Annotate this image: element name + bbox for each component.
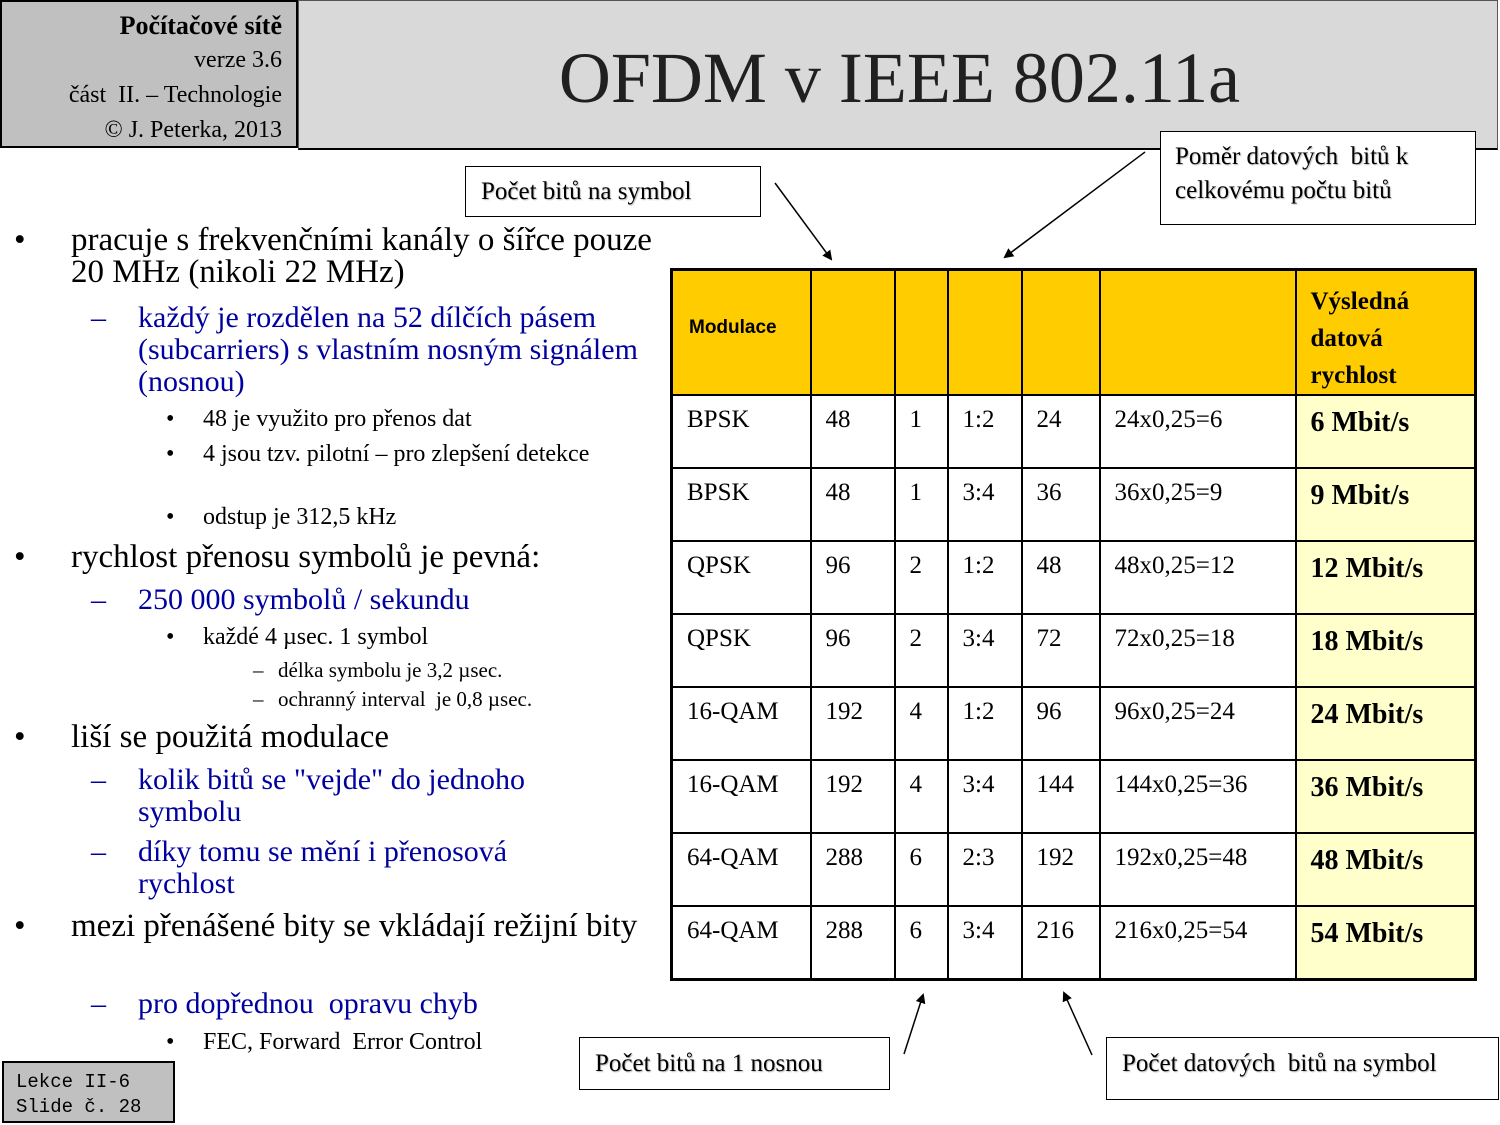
table-cell — [1022, 906, 1100, 980]
course-version: verze 3.6 — [194, 47, 282, 73]
table-cell — [811, 395, 895, 468]
cell-text: 9 Mbit/s — [1310, 480, 1410, 511]
bullet-modulation: liší se použitá modulace — [71, 719, 389, 755]
table-cell — [948, 833, 1022, 906]
course-part: část II. – Technologie — [68, 82, 282, 108]
cell-text: 216x0,25=54 — [1114, 917, 1248, 944]
dash-marker: – — [91, 835, 106, 868]
cell-text: 4 — [909, 698, 922, 725]
bullet-overhead-bits: mezi přenášené bity se vkládají režijní bity — [71, 908, 638, 944]
table-cell — [895, 906, 948, 980]
slide-title: OFDM v IEEE 802.11a — [558, 38, 1241, 118]
table-cell — [895, 760, 948, 833]
cell-text: 48 — [825, 479, 851, 506]
table-cell — [811, 833, 895, 906]
callout-bits-per-carrier: Počet bitů na 1 nosnou — [579, 1037, 890, 1090]
table-cell — [1100, 468, 1296, 541]
bullet-pilot-carriers: 4 jsou tzv. pilotní – pro zlepšení detekce — [203, 441, 590, 467]
table-row — [672, 614, 1476, 687]
table-row — [672, 395, 1476, 468]
bullet-subcarriers: každý je rozdělen na 52 dílčích pásem (subcarriers) s vlastním nosným signálem (nosnou) — [138, 301, 638, 398]
cell-text: 16-QAM — [687, 771, 779, 798]
table-cell — [1022, 833, 1100, 906]
table-cell — [948, 468, 1022, 541]
bullet-marker: • — [166, 504, 175, 530]
table-cell — [1296, 395, 1476, 468]
dash-marker: – — [253, 687, 264, 711]
callout-data-bits-per-symbol: Počet datových bitů na symbol — [1106, 1037, 1499, 1100]
cell-text: 64-QAM — [687, 917, 779, 944]
slide-number: Slide č. 28 — [16, 1096, 142, 1118]
cell-text: 48 Mbit/s — [1310, 845, 1424, 876]
table-row — [672, 906, 1476, 980]
table-header-row — [672, 270, 1476, 396]
table-cell — [948, 687, 1022, 760]
table-cell — [672, 395, 811, 468]
dash-marker: – — [91, 301, 106, 334]
table-cell — [811, 906, 895, 980]
cell-text: 24 — [1036, 406, 1062, 433]
bullet-transfer-rate: díky tomu se mění i přenosová rychlost — [138, 835, 508, 900]
cell-text: 1 — [909, 406, 922, 433]
cell-text — [1023, 271, 1099, 281]
callout-data-ratio-line1: Poměr datových bitů k — [1175, 143, 1409, 170]
cell-text: 12 Mbit/s — [1310, 553, 1424, 584]
bullet-marker: • — [166, 441, 175, 467]
cell-text: 16-QAM — [687, 698, 779, 725]
arrow-bits-per-symbol — [775, 183, 831, 259]
table-cell — [948, 760, 1022, 833]
table-row — [672, 687, 1476, 760]
bullet-marker: • — [14, 908, 26, 944]
table-cell — [948, 614, 1022, 687]
table-cell — [1022, 395, 1100, 468]
cell-text: 36 Mbit/s — [1310, 772, 1424, 803]
cell-text: 192 — [825, 771, 863, 798]
table-cell — [672, 468, 811, 541]
table-cell — [1100, 614, 1296, 687]
cell-text: 96x0,25=24 — [1114, 698, 1235, 725]
cell-text: 1:2 — [962, 552, 995, 579]
table-cell — [672, 833, 811, 906]
table-row — [672, 468, 1476, 541]
cell-text: BPSK — [687, 406, 750, 433]
cell-text — [1101, 271, 1295, 281]
table-header-cell — [1296, 270, 1476, 396]
table-cell — [811, 687, 895, 760]
cell-text: 192 — [825, 698, 863, 725]
cell-text: QPSK — [687, 552, 751, 579]
cell-text: 3:4 — [962, 479, 995, 506]
table-cell — [811, 468, 895, 541]
table-cell — [811, 760, 895, 833]
bullet-marker: • — [14, 539, 26, 575]
table-cell — [1296, 906, 1476, 980]
bullet-symbol-rate: rychlost přenosu symbolů je pevná: — [71, 539, 541, 575]
cell-text: 96 — [825, 625, 851, 652]
cell-text: 36x0,25=9 — [1114, 479, 1223, 506]
cell-text: 54 Mbit/s — [1310, 918, 1424, 949]
cell-text: 6 — [909, 917, 922, 944]
cell-text: 3:4 — [962, 625, 995, 652]
table-header-cell — [672, 270, 811, 396]
table-cell — [1022, 541, 1100, 614]
cell-text: 96 — [825, 552, 851, 579]
table-cell — [811, 541, 895, 614]
table-cell — [1100, 395, 1296, 468]
cell-text: 3:4 — [962, 771, 995, 798]
cell-text: 18 Mbit/s — [1310, 626, 1424, 657]
cell-text: 6 Mbit/s — [1310, 407, 1410, 438]
table-cell — [1296, 833, 1476, 906]
cell-text: 1:2 — [962, 406, 995, 433]
table-cell — [811, 614, 895, 687]
cell-text: 288 — [825, 844, 863, 871]
bullet-symbols-per-second: 250 000 symbolů / sekundu — [138, 583, 470, 616]
cell-text: 2 — [909, 625, 922, 652]
table-row — [672, 541, 1476, 614]
table-cell — [1100, 687, 1296, 760]
bullet-symbol-length: délka symbolu je 3,2 µsec. — [278, 658, 503, 682]
bullet-channels: pracuje s frekvenčními kanály o šířce pouze 20 MHz (nikoli 22 MHz) — [71, 222, 652, 290]
table-cell — [948, 906, 1022, 980]
table-cell — [1022, 687, 1100, 760]
cell-text: 64-QAM — [687, 844, 779, 871]
table-cell — [1296, 614, 1476, 687]
bullet-spacing: odstup je 312,5 kHz — [203, 504, 397, 530]
cell-text: 48x0,25=12 — [1114, 552, 1235, 579]
cell-text: 6 — [909, 844, 922, 871]
bullet-marker: • — [166, 406, 175, 432]
table-cell — [948, 395, 1022, 468]
cell-text: 1 — [909, 479, 922, 506]
arrow-data-bits — [1064, 993, 1092, 1055]
cell-text — [896, 271, 947, 281]
bullet-marker: • — [166, 1029, 175, 1055]
cell-text: 4 — [909, 771, 922, 798]
cell-text: 288 — [825, 917, 863, 944]
callout-data-ratio-line2: celkovému počtu bitů — [1175, 177, 1392, 204]
table-cell — [1022, 468, 1100, 541]
table-cell — [948, 541, 1022, 614]
table-cell — [1296, 468, 1476, 541]
bullet-error-correction: pro dopřednou opravu chyb — [138, 987, 478, 1020]
table-cell — [1296, 760, 1476, 833]
table-row — [672, 760, 1476, 833]
cell-text: 2 — [909, 552, 922, 579]
table-cell — [1022, 760, 1100, 833]
table-row — [672, 833, 1476, 906]
table-cell — [672, 614, 811, 687]
table-cell — [672, 687, 811, 760]
table-cell — [895, 395, 948, 468]
bullet-marker: • — [166, 624, 175, 650]
bullet-symbol-period: každé 4 µsec. 1 symbol — [203, 624, 429, 650]
table-cell — [895, 687, 948, 760]
table-cell — [1296, 541, 1476, 614]
cell-text: 144 — [1036, 771, 1074, 798]
cell-text: BPSK — [687, 479, 750, 506]
cell-text: 48 — [825, 406, 851, 433]
arrow-bits-per-carrier — [904, 995, 923, 1054]
table-header-cell — [1022, 270, 1100, 396]
cell-text: QPSK — [687, 625, 751, 652]
cell-text: 72 — [1036, 625, 1062, 652]
course-title: Počítačové sítě — [119, 11, 282, 40]
lesson-box — [2, 1061, 175, 1123]
cell-text: 24x0,25=6 — [1114, 406, 1223, 433]
table-cell — [1100, 760, 1296, 833]
cell-text: 96 — [1036, 698, 1062, 725]
table-cell — [1100, 906, 1296, 980]
bullet-marker: • — [14, 222, 26, 258]
table-cell — [672, 906, 811, 980]
cell-text: 192x0,25=48 — [1114, 844, 1248, 871]
table-cell — [895, 833, 948, 906]
bullet-fec: FEC, Forward Error Control — [203, 1029, 483, 1055]
cell-text: 48 — [1036, 552, 1062, 579]
cell-text: 216 — [1036, 917, 1074, 944]
cell-text: 192 — [1036, 844, 1074, 871]
lesson-label: Lekce II-6 — [16, 1071, 131, 1093]
cell-text: 1:2 — [962, 698, 995, 725]
table-header-cell — [811, 270, 895, 396]
table-cell — [895, 541, 948, 614]
cell-text: 24 Mbit/s — [1310, 699, 1424, 730]
table-header-cell — [948, 270, 1022, 396]
table-cell — [672, 541, 811, 614]
cell-text: 36 — [1036, 479, 1062, 506]
table-cell — [1100, 541, 1296, 614]
cell-text: 72x0,25=18 — [1114, 625, 1235, 652]
table-cell — [1100, 833, 1296, 906]
table-cell — [672, 760, 811, 833]
rate-table — [670, 268, 1477, 981]
course-copyright: © J. Peterka, 2013 — [104, 117, 282, 143]
table-cell — [1296, 687, 1476, 760]
table-cell — [895, 614, 948, 687]
dash-marker: – — [91, 763, 106, 796]
dash-marker: – — [253, 658, 264, 682]
arrow-data-ratio — [1005, 152, 1145, 257]
table-header-cell — [1100, 270, 1296, 396]
cell-text: Modulace — [689, 317, 777, 338]
cell-text — [812, 271, 894, 281]
bullet-bits-per-symbol: kolik bitů se "vejde" do jednoho symbolu — [138, 763, 525, 828]
cell-text: Výsledná datová rychlost — [1310, 288, 1410, 389]
bullet-guard-interval: ochranný interval je 0,8 µsec. — [278, 687, 533, 711]
cell-text: 144x0,25=36 — [1114, 771, 1248, 798]
bullet-marker: • — [14, 719, 26, 755]
table-cell — [1022, 614, 1100, 687]
bullet-data-carriers: 48 je využito pro přenos dat — [203, 406, 472, 432]
callout-bits-per-symbol: Počet bitů na symbol — [465, 166, 761, 217]
cell-text: 3:4 — [962, 917, 995, 944]
dash-marker: – — [91, 987, 106, 1020]
cell-text — [949, 271, 1021, 281]
dash-marker: – — [91, 583, 106, 616]
cell-text: 2:3 — [962, 844, 995, 871]
table-cell — [895, 468, 948, 541]
table-header-cell — [895, 270, 948, 396]
